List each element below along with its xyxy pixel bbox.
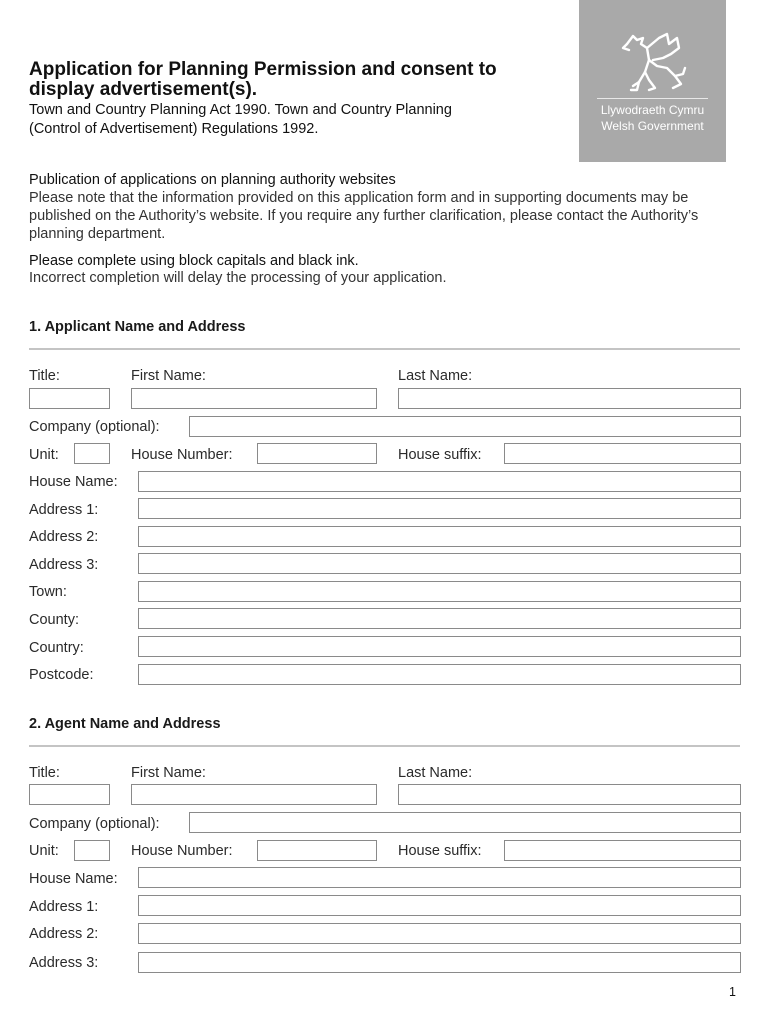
- agent-address2-label: Address 2:: [29, 926, 99, 942]
- applicant-address1-input[interactable]: [138, 498, 741, 519]
- applicant-county-label: County:: [29, 612, 79, 628]
- page-number: 1: [729, 985, 736, 999]
- applicant-first-name-input[interactable]: [131, 388, 377, 409]
- publication-title: Publication of applications on planning authority websites: [29, 172, 396, 188]
- applicant-country-label: Country:: [29, 640, 84, 656]
- form-subtitle: Town and Country Planning Act 1990. Town and Country Planning (Control of Advertisement) Regulations 1992.: [29, 102, 452, 137]
- agent-last-name-label: Last Name:: [398, 765, 473, 781]
- applicant-town-input[interactable]: [138, 581, 741, 602]
- applicant-county-input[interactable]: [138, 608, 741, 629]
- agent-house-suffix-input[interactable]: [504, 840, 741, 861]
- logo-divider: [597, 98, 708, 99]
- applicant-house-number-input[interactable]: [257, 443, 377, 464]
- agent-address3-input[interactable]: [138, 952, 741, 973]
- agent-house-name-input[interactable]: [138, 867, 741, 888]
- agent-company-label: Company (optional):: [29, 816, 160, 832]
- applicant-address2-input[interactable]: [138, 526, 741, 547]
- agent-last-name-input[interactable]: [398, 784, 741, 805]
- logo-welsh-name: Llywodraeth Cymru: [600, 103, 705, 117]
- agent-title-label: Title:: [29, 765, 60, 781]
- agent-house-suffix-label: House suffix:: [398, 843, 482, 859]
- logo-english-name: Welsh Government: [601, 119, 704, 133]
- agent-house-name-label: House Name:: [29, 871, 118, 887]
- applicant-first-name-label: First Name:: [131, 368, 206, 384]
- publication-body: Please note that the information provided on this application form and in supporting documents may be published on the Authority’s website. If you require any further clarification, please contact the Authority’s planning department.: [29, 190, 699, 242]
- instructions-body: Incorrect completion will delay the processing of your application.: [29, 270, 447, 286]
- applicant-address3-label: Address 3:: [29, 557, 99, 573]
- agent-title-input[interactable]: [29, 784, 110, 805]
- applicant-house-name-input[interactable]: [138, 471, 741, 492]
- applicant-section-divider: [29, 348, 740, 350]
- agent-house-number-label: House Number:: [131, 843, 233, 859]
- applicant-address2-label: Address 2:: [29, 529, 99, 545]
- agent-address2-input[interactable]: [138, 923, 741, 944]
- applicant-town-label: Town:: [29, 584, 67, 600]
- agent-section-divider: [29, 745, 740, 747]
- applicant-address1-label: Address 1:: [29, 502, 99, 518]
- applicant-address3-input[interactable]: [138, 553, 741, 574]
- applicant-postcode-label: Postcode:: [29, 667, 94, 683]
- dragon-icon: [619, 28, 687, 94]
- welsh-government-logo: [579, 0, 726, 162]
- applicant-last-name-label: Last Name:: [398, 368, 473, 384]
- agent-first-name-label: First Name:: [131, 765, 206, 781]
- applicant-company-input[interactable]: [189, 416, 741, 437]
- applicant-unit-label: Unit:: [29, 447, 59, 463]
- applicant-title-label: Title:: [29, 368, 60, 384]
- applicant-company-label: Company (optional):: [29, 419, 160, 435]
- agent-address1-label: Address 1:: [29, 899, 99, 915]
- applicant-house-name-label: House Name:: [29, 474, 118, 490]
- agent-house-number-input[interactable]: [257, 840, 377, 861]
- applicant-section-heading: 1. Applicant Name and Address: [29, 319, 246, 335]
- form-title: Application for Planning Permission and consent to display advertisement(s).: [29, 59, 497, 100]
- applicant-title-input[interactable]: [29, 388, 110, 409]
- agent-unit-label: Unit:: [29, 843, 59, 859]
- instructions-title: Please complete using block capitals and black ink.: [29, 253, 359, 269]
- applicant-house-suffix-input[interactable]: [504, 443, 741, 464]
- applicant-house-suffix-label: House suffix:: [398, 447, 482, 463]
- logo-text: [579, 102, 726, 134]
- agent-company-input[interactable]: [189, 812, 741, 833]
- agent-address1-input[interactable]: [138, 895, 741, 916]
- applicant-last-name-input[interactable]: [398, 388, 741, 409]
- applicant-postcode-input[interactable]: [138, 664, 741, 685]
- applicant-house-number-label: House Number:: [131, 447, 233, 463]
- applicant-unit-input[interactable]: [74, 443, 110, 464]
- agent-first-name-input[interactable]: [131, 784, 377, 805]
- agent-unit-input[interactable]: [74, 840, 110, 861]
- agent-section-heading: 2. Agent Name and Address: [29, 716, 221, 732]
- applicant-country-input[interactable]: [138, 636, 741, 657]
- agent-address3-label: Address 3:: [29, 955, 99, 971]
